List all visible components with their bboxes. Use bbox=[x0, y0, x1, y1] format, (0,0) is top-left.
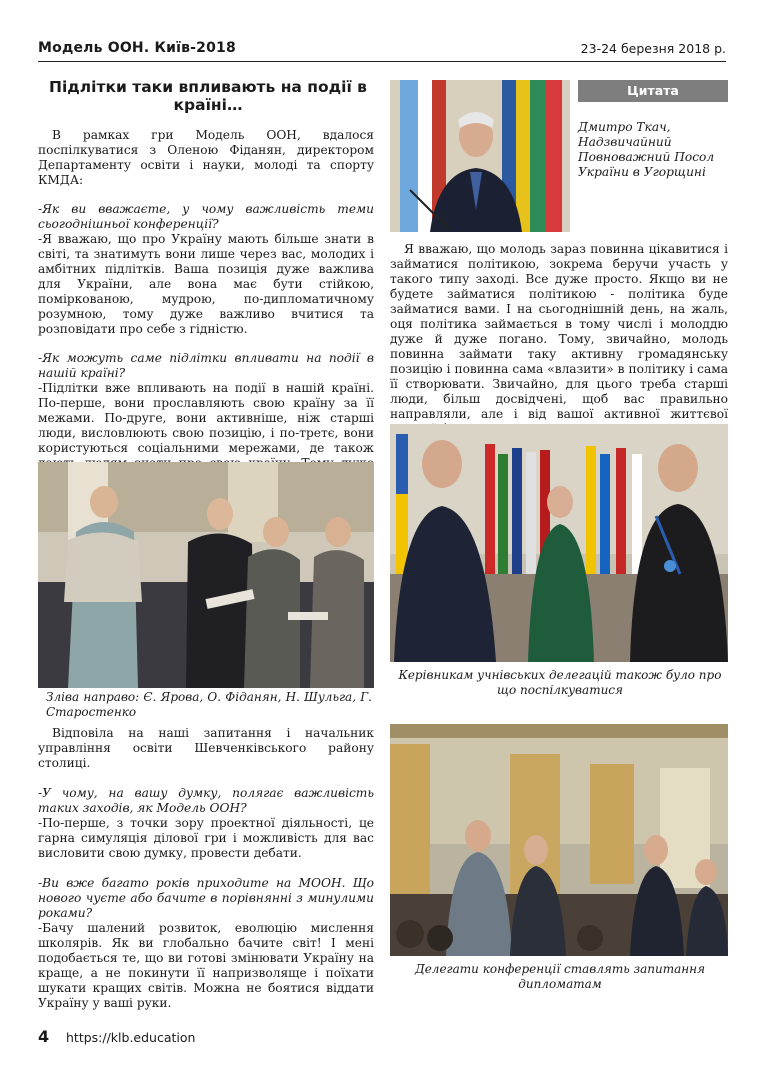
question-4: -Ви вже багато років приходите на МООН. Що нового чуєте або бачите в порівнянні з минулими роками? bbox=[38, 876, 374, 920]
quote-text-block bbox=[390, 242, 728, 437]
photo-delegates bbox=[390, 724, 728, 956]
quote-author: Дмитро Ткач, Надзвичайний Повноважний Посол України в Угорщині bbox=[578, 120, 715, 179]
photo-ambassador-image bbox=[390, 80, 570, 232]
answer-2: -Підлітки вже впливають на події в нашій країні. По-перше, вони прославляють свою країну за її межами. По-друге, вони активніше, ніж старші люди, висловлюють свою позицію, і по-третє, вони користуються соціальними мережами, де також bbox=[38, 381, 374, 455]
question-1: -Як ви вважаєте, у чому важливість теми сьогоднішньої конференції? bbox=[38, 202, 374, 231]
photo-delegation-heads bbox=[390, 424, 728, 662]
answer-1: -Я вважаю, що про Україну мають більше знати в світі, та знатимуть вони лише через вас, молодих і амбітних підлітків. Ваша позиція дуже важлива для України, але вона має бути стійкою, поміркованою, мудрою, по-дипломатичному розумною, тому дуже важливо вчитися та розповідати про себе з гідністю. bbox=[38, 232, 374, 336]
article-body-top bbox=[38, 128, 374, 501]
page-number: 4 bbox=[38, 1027, 50, 1046]
question-3: -У чому, на вашу думку, полягає важливість таких заходів, як Модель ООН? bbox=[38, 786, 374, 815]
answer-4: -Бачу шалений розвиток, еволюцію мислення школярів. Як ви глобально бачите світ! І мені подобається те, що ви готові змінювати Україну на краще, а не покинути її напризволяще і поїхати шукати кращих світів. Можна не боятися віддати Україну у ваші руки. bbox=[38, 921, 374, 1010]
photo-officials-image bbox=[38, 462, 374, 688]
quote-text: Я вважаю, що молодь зараз повинна цікавитися і займатися політикою, зокрема беручи участь у такого типу заході. Все дуже просто. Якщо ви не будете займатися політикою - політика буде займатися вами. І на сьогоднішній день, на жаль, оця політика займається в тому числі і молоддю дуже й дуже погано. Тому, звичайно, молодь повинна займати таку активну громадянську позицію і повинна сама «влазити» в політику і сама її створювати. Звичайно, для цього треба старші люди, більш досвідчені, щоб вас правильно направляли, але і від вашої активної життєвої bbox=[390, 242, 728, 421]
article-title: Підлітки таки впливають на події в країні… bbox=[49, 78, 367, 114]
header-date: 23-24 березня 2018 р. bbox=[580, 41, 726, 56]
article-transition: Відповіла на наші запитання і начальник управління освіти Шевченківського району столиці. bbox=[38, 726, 374, 770]
photo-delegates-image bbox=[390, 724, 728, 956]
quote-label: Цитата bbox=[578, 80, 728, 102]
answer-3: -По-перше, з точки зору проектної діяльності, це гарна симуляція ділової гри і можливість для вас висловити свою думку, провести дебати. bbox=[38, 816, 374, 860]
photo-delegates-caption: Делегати конференції ставлять запитання дипломатам bbox=[414, 962, 706, 991]
photo-officials-caption: Зліва направо: Є. Ярова, О. Фіданян, Н. Шульга, Г. Старостенко bbox=[46, 690, 372, 719]
footer-link[interactable]: https://klb.education bbox=[66, 1030, 196, 1045]
photo-officials bbox=[38, 462, 374, 688]
article-intro: В рамках гри Модель ООН, вдалося поспілкуватися з Оленою Фіданян, директором Департаменту освіти і науки, молоді та спорту КМДА: bbox=[38, 128, 374, 187]
photo-delegation-heads-caption: Керівникам учнівських делегацій також було про що поспілкуватися bbox=[398, 668, 722, 697]
article-body-bottom bbox=[38, 726, 374, 1011]
question-2: -Як можуть саме підлітки впливати на події в нашій країні? bbox=[38, 351, 374, 380]
header-title: Модель ООН. Київ-2018 bbox=[38, 40, 236, 56]
photo-delegation-heads-image bbox=[390, 424, 728, 662]
header-divider bbox=[38, 61, 726, 62]
photo-ambassador bbox=[390, 80, 570, 232]
